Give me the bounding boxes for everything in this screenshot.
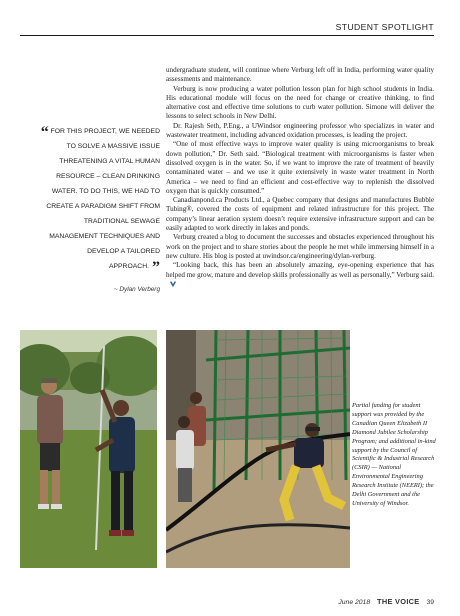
article-paragraph: Verburg is now producing a water pollution lesson plan for high school students in India. His educational module will focus on the need for change or creative thinking, to find alternative cost and effective time solutions to curb water pollution. Simone will deliver the lessons to select schools in New Delhi. (166, 84, 434, 121)
article-paragraph: Dr. Rajesh Seth, P.Eng., a UWindsor engineering professor who specializes in water and wastewater treatment, including advanced oxidation processes, is leading the project. (166, 121, 434, 140)
article-body (166, 66, 434, 290)
page-footer (338, 597, 434, 606)
article-paragraph-last (166, 261, 434, 290)
pull-quote (40, 124, 160, 274)
end-mark-icon (169, 280, 177, 288)
photo-caption: Partial funding for student support was provided by the Canadian Queen Elizabeth II Diamond Jubilee Scholarship Program; and additional in-kind support by the Council of Scientific & Industrial Research (CSIR) — National Environmental Engineering Research Institute (NEERI); the Delhi Government and the University of Windsor. (352, 402, 436, 507)
article-paragraph: Verburg created a blog to document the successes and obstacles experienced throughout his work on the project and to share stories about the people he met while immersing himself in a new culture. His blog is posted at uwindsor.ca/engineering/dylan-verburg. (166, 233, 434, 260)
photo-installation-illustration (166, 330, 350, 568)
article-paragraph: “One of most effective ways to improve water quality is using microorganisms to break down pollution,” Dr. Seth said. “Biological treatment with microorganisms is faster when dissolved oxygen is in the water. So, if we want to improve the rate of treatment of heavily contaminated water – and we use it quite extensively in waste water treatment in North America – we need to find an efficient and cost-effective way to replenish the dissolved oxygen that is quickly consumed.” (166, 140, 434, 195)
header-rule (20, 35, 434, 36)
photo-riverside-illustration (20, 330, 157, 568)
photo-riverside-men (20, 330, 157, 568)
article-paragraph: Canadianpond.ca Products Ltd., a Quebec company that designs and manufactures Bubble Tubing®, covered the costs of equipment and related infrastructure for this project. The company’s linear aeration system doesn’t require extensive infrastructure support and can be easily adapted to work directly in lakes and ponds. (166, 196, 434, 233)
section-header: STUDENT SPOTLIGHT (335, 22, 434, 32)
pull-quote-attribution: ~ Dylan Verberg (113, 286, 160, 293)
photo-tube-installation (166, 330, 350, 568)
page-number: 39 (426, 599, 434, 606)
issue-date: June 2018 (338, 599, 371, 606)
pull-quote-text: FOR THIS PROJECT, WE NEEDED TO SOLVE A MASSIVE ISSUE THREATENING A VITAL HUMAN RESOURCE – CLEAN DRINKING WATER. TO DO THIS, WE HAD TO CREATE A PARADIGM SHIFT FROM TRADITIONAL SEWAGE MANAGEMENT TECHNIQUES AND DEVELOP A TAILORED APPROACH. (46, 128, 160, 270)
article-paragraph-text: “Looking back, this has been an absolutely amazing, eye-opening experience that has helped me grow, mature and develop skills professionally as well as personally,” Verburg said. (166, 261, 434, 279)
open-quote-mark: “ (40, 124, 49, 141)
close-quote-mark: ” (152, 259, 160, 276)
magazine-name: THE VOICE (377, 597, 420, 606)
article-paragraph: undergraduate student, will continue where Verburg left off in India, performing water quality assessments and maintenance. (166, 66, 434, 84)
